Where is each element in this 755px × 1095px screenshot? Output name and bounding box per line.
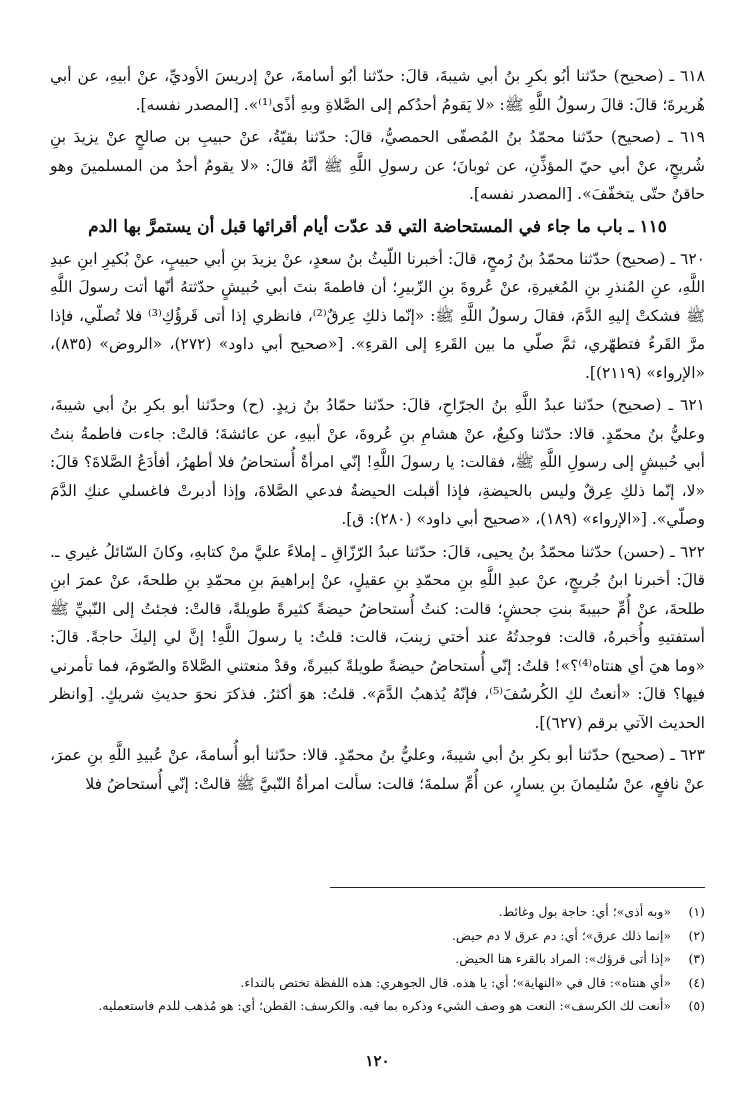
footnote-4	[50, 971, 705, 995]
footnote-number: (٤)	[688, 974, 705, 990]
page-body	[50, 62, 705, 802]
hadith-620: ٦٢٠ ـ (صحيح) حدّثنا محمّدُ بنُ رُمحٍ، قالَ: أخبرنا اللّيثُ بنُ سعدٍ، عنْ يزيدَ بنِ أبي حبيبٍ، عنْ بُكيرِ ابنِ عبدِ اللَّهِ، عنِ المُنذرِ بنِ المُغيرةِ، عنْ عُروةَ بنِ الزّبيرِ؛ أن فاطمةَ بنتَ أبي حُبيشٍ حدّثتهُ أنّها أتت رسولَ اللَّهِ ﷺ فشكتْ إليهِ الدَّمَ، فقالَ رسولُ اللَّهِ ﷺ: «إنّما ذلكِ عِرقٌ⁽²⁾، فانظري إذا أتى قَرؤُكِ⁽³⁾ فلا تُصلّي، فإذا مرَّ القَرءُ فتطهّري، ثمَّ صلّي ما بين القَرءِ إلى القرءِ». [«صحيح أبي داود» (٢٧٢)، «الروض» (٨٣٥)، «الإرواء» (٢١١٩)].	[50, 249, 705, 382]
footnotes	[50, 900, 705, 1018]
footnote-number: (٢)	[688, 927, 705, 943]
footnote-text: «إذا أتى قرؤك»: المراد بالقرء هنا الحيض.	[455, 951, 671, 966]
hadith-623: ٦٢٣ ـ (صحيح) حدّثنا أبو بكرِ بنُ أبي شيبةَ، وعليُّ بنُ محمّدٍ. قالا: حدّثنا أبو أُسامةَ، عنْ عُبيدِ اللَّهِ بنِ عمرَ، عنْ نافعٍ، عنْ سُليمانَ بنِ يسارٍ، عن أُمِّ سلمةَ؛ قالت: سألت امرأةُ النّبيَّ ﷺ قالتْ: إنّي أُستحاضُ فلا	[50, 746, 705, 793]
footnote-separator	[330, 887, 705, 888]
footnote-5	[50, 994, 705, 1018]
chapter-heading-115: ١١٥ ـ باب ما جاء في المستحاضة التي قد عدّت أيام أقرائها قبل أن يستمرَّ بها الدم	[88, 216, 667, 237]
footnote-text: «أنعت لك الكرسف»: النعت هو وصف الشيء وذكره بما فيه. والكرسف: القطن؛ أي: هو مُذهب للدم فاستعمليه.	[98, 998, 671, 1013]
footnote-number: (٥)	[688, 998, 705, 1013]
hadith-622: ٦٢٢ ـ (حسن) حدّثنا محمّدُ بنُ يحيى، قالَ: حدّثنا عبدُ الرّزّاقِ ـ إملاءً عليَّ منْ كتابهِ، وكانَ السّائلُ غيري ـ. قالَ: أخبرنا ابنُ جُريجٍ، عنْ عبدِ اللَّهِ بنِ محمّدِ بنِ عقيلٍ، عنْ إبراهيمَ بنِ محمّدِ بنِ طلحةَ، عنْ عمرَ ابنِ طلحةَ، عنْ أُمِّ حبيبةَ بنتِ جحشٍ؛ قالت: كنتُ أُستحاضُ حيضةً كثيرةً طويلةً، قالتْ: فجئتُ إلى النّبيِّ ﷺ أستفتيهِ وأُخبرهُ، قالت: فوجدتُهُ عند أختي زينبَ، قالت: قلتُ: يا رسولَ اللَّهِ! إنَّ لي إليكَ حاجةً. قالَ: «وما هيَ أي هنتاه⁽⁴⁾؟»! قلتُ: إنّي أُستحاضُ حيضةً طويلةً كبيرةً، وقدْ منعتني الصَّلاةَ والصّومَ، فما تأمرني فيها؟ قالَ: «أنعتُ لكِ الكُرسُفَ⁽⁵⁾، فإنّهُ يُذهبُ الدَّمَ». قلتُ: هوَ أكثرُ. فذكرَ نحوَ حديثِ شريكٍ. [وانظر الحديث الآتي برقم (٦٢٧)].	[50, 542, 705, 732]
footnote-text: «إنما ذلك عرق»؛ أي: دم عرق لا دم حيض.	[451, 927, 671, 943]
footnote-number: (٣)	[688, 951, 705, 966]
hadith-618: ٦١٨ ـ (صحيح) حدّثنا أبُو بكرِ بنُ أبي شيبةَ، قالَ: حدّثنا أبُو أسامةَ، عنْ إدريسَ الأوديِّ، عنْ أبيهِ، عن أبي هُريرةَ؛ قالَ: قالَ رسولُ اللَّهِ ﷺ: «لا يَقومُ أحدُكم إلى الصَّلاةِ وبهِ أذًى⁽¹⁾». [المصدر نفسه].	[50, 67, 705, 114]
hadith-621: ٦٢١ ـ (صحيح) حدّثنا عبدُ اللَّهِ بنُ الجرّاحِ، قالَ: حدّثنا حمّادُ بنُ زيدٍ. (ح) وحدّثنا أبو بكرِ بنُ أبي شيبةَ، وعليُّ بنُ محمّدٍ. قالا: حدّثنا وكيعٌ، عنْ هشامِ بنِ عُروةَ، عنْ أبيهِ، عن عائشةَ؛ قالتْ: جاءت فاطمةُ بنتُ أبي حُبيشٍ إلى رسولِ اللَّهِ ﷺ، فقالت: يا رسولَ اللَّهِ! إنّي امرأةٌ أُستحاضُ فلا أطهرُ، أفأدَعُ الصَّلاةَ؟ قالَ: «لا، إنّما ذلكِ عِرقٌ وليس بالحيضةِ، فإذا أقبلت الحيضةُ فدعي الصَّلاةَ، وإذا أدبرتْ فاغسلي عنكِ الدَّمَ وصلّي». [«الإرواء» (١٨٩)، «صحيح أبي داود» (٢٨٠): ق].	[50, 396, 705, 528]
footnote-text: «وبه أذى»؛ أي: حاجة بول وغائط.	[498, 904, 671, 919]
page-number: ١٢٠	[365, 1052, 390, 1070]
hadith-619: ٦١٩ ـ (صحيح) حدّثنا محمّدُ بنُ المُصفّى الحمصيُّ، قالَ: حدّثنا بقيّةُ، عنْ حبيبِ بن صالحٍ عنْ يزيدَ بنِ شُريحٍ، عنْ أبي حيّ المؤذِّنِ، عن ثوبانَ؛ عن رسولِ اللَّهِ ﷺ أنَّهُ قالَ: «لا يقومُ أحدٌ من المسلمينَ وهو حاقنٌ حتّى يتخفّفَ». [المصدر نفسه].	[50, 128, 705, 203]
footnote-text: «أي هنتاه»: قال في «النهاية»؛ أي: يا هذه. قال الجوهري: هذه اللفظة تختص بالنداء.	[240, 974, 671, 990]
footnote-2	[50, 924, 705, 948]
footnote-1	[50, 900, 705, 924]
footnote-number: (١)	[688, 904, 705, 919]
footnote-3	[50, 947, 705, 971]
